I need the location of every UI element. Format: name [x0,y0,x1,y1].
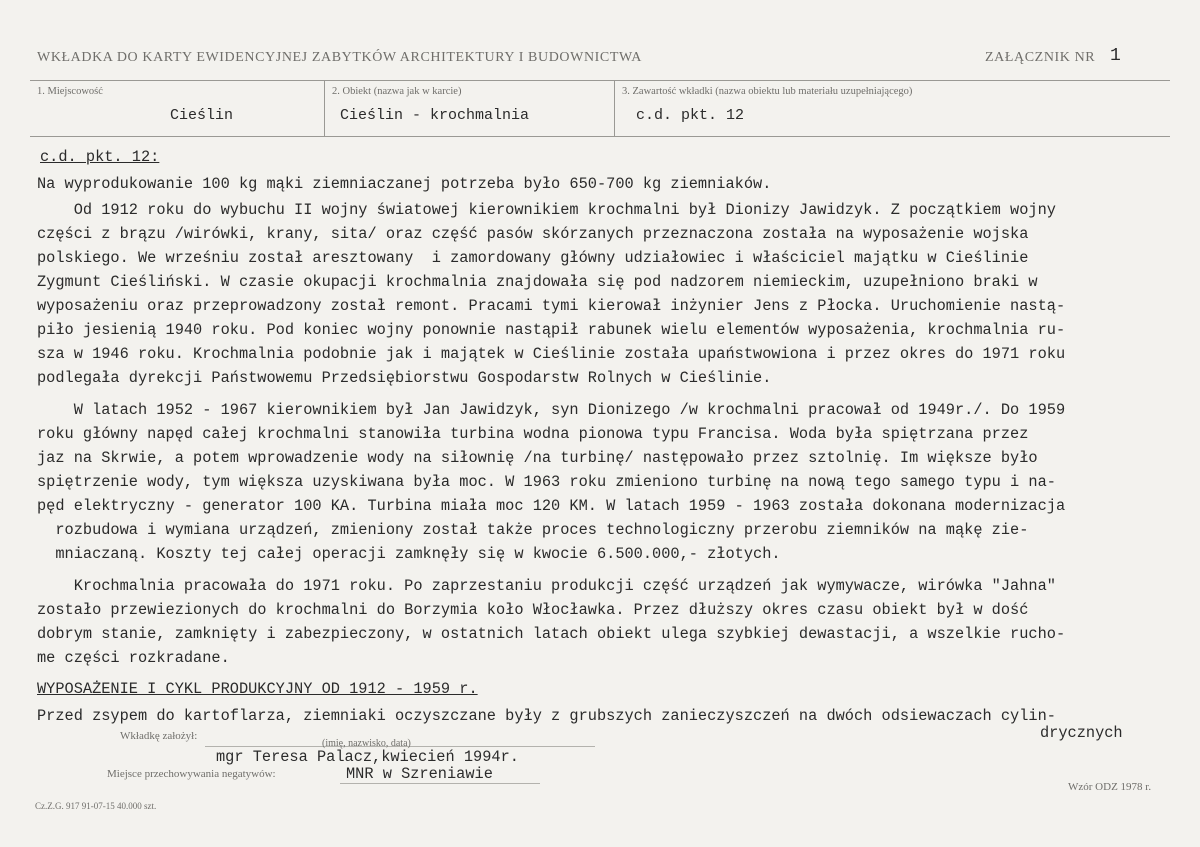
body-line: W latach 1952 - 1967 kierownikiem był Jan Jawidzyk, syn Dionizego /w krochmalni pracował od 1949r./. Do 1959 [37,401,1066,419]
body-line: pęd elektryczny - generator 100 KA. Turbina miała moc 120 KM. W latach 1959 - 1963 została dokonana modernizacja [37,497,1066,515]
body-line: dobrym stanie, zamknięty i zabezpieczony, w ostatnich latach obiekt ulega szybkiej dewastacji, a wszelkie rucho- [37,625,1066,643]
print-info: Cz.Z.G. 917 91-07-15 40.000 szt. [35,801,157,811]
body-line: Krochmalnia pracowała do 1971 roku. Po zaprzestaniu produkcji część urządzeń jak wymywacze, wirówka "Jahna" [37,577,1056,595]
attachment-label: ZAŁĄCZNIK NR [985,50,1096,65]
body-line: wyposażeniu oraz przeprowadzony został remont. Pracami tymi kierował inżynier Jens z Płocka. Uruchomienie nastą- [37,297,1066,315]
prepared-by-value: mgr Teresa Palacz,kwiecień 1994r. [216,748,519,766]
content-value: c.d. pkt. 12 [636,107,745,124]
body-line: Zygmunt Cieśliński. W czasie okupacji krochmalnia znajdowała się pod nadzorem niemieckim, uzupełniono braki w [37,273,1038,291]
body-line: spiętrzenie wody, tym większa uzyskiwana była moc. W 1963 roku zmieniono turbinę na nową tego samego typu i na- [37,473,1056,491]
body-line: piło jesienią 1940 roku. Pod koniec wojny ponownie nastąpił rabunek wielu elementów wyposażenia, krochmalnia ru- [37,321,1066,339]
body-line: Na wyprodukowanie 100 kg mąki ziemniaczanej potrzeba było 650-700 kg ziemniaków. [37,175,772,193]
locality-label: 1. Miejscowość [37,86,103,97]
body-line: zostało przewiezionych do krochmalni do Borzymia koło Włocławka. Przez dłuższy okres czasu obiekt był w dość [37,601,1029,619]
section-line: Przed zsypem do kartoflarza, ziemniaki oczyszczane były z grubszych zanieczyszczeń na dwóch odsiewaczach cylin- [37,707,1056,725]
object-value: Cieślin - krochmalnia [340,107,530,124]
body-line: roku główny napęd całej krochmalni stanowiła turbina wodna pionowa typu Francisa. Woda była spiętrzana przez [37,425,1029,443]
object-label: 2. Obiekt (nazwa jak w karcie) [332,86,462,97]
name-date-hint: (imię, nazwisko, data) [322,738,411,749]
locality-value: Cieślin [170,107,234,124]
negatives-label: Miejsce przechowywania negatywów: [107,768,276,780]
body-line: Od 1912 roku do wybuchu II wojny światowej kierownikiem krochmalni był Dionizy Jawidzyk. Z początkiem wojny [37,201,1056,219]
negatives-line [340,783,540,784]
form-model: Wzór ODZ 1978 r. [1068,781,1152,793]
body-line: mniaczaną. Koszty tej całej operacji zamknęły się w kwocie 6.500.000,- złotych. [37,545,781,563]
section-heading: WYPOSAŻENIE I CYKL PRODUKCYJNY OD 1912 - 1959 r. [37,680,478,698]
field-divider-1 [324,80,325,136]
body-line: rozbudowa i wymiana urządzeń, zmieniony został także proces technologiczny przerobu ziemników na mąkę zie- [37,521,1029,539]
header-rule-top [30,80,1170,81]
attachment-number: 1 [1110,46,1121,66]
section-line-continued: drycznych [1040,724,1123,742]
field-divider-2 [614,80,615,136]
body-line: sza w 1946 roku. Krochmalnia podobnie jak i majątek w Cieślinie została upaństwowiona i przez okres do 1971 roku [37,345,1066,363]
header-rule-bottom [30,136,1170,137]
body-line: części z brązu /wirówki, krany, sita/ oraz część pasów skórzanych przeznaczona została na wyposażenie wojska [37,225,1029,243]
content-label: 3. Zawartość wkładki (nazwa obiektu lub materiału uzupełniającego) [622,86,913,97]
negatives-value: MNR w Szreniawie [346,765,493,783]
prepared-by-label: Wkładkę założył: [120,730,198,742]
body-line: podlegała dyrekcji Państwowemu Przedsiębiorstwu Gospodarstw Rolnych w Cieślinie. [37,369,772,387]
body-line: me części rozkradane. [37,649,230,667]
card-title: WKŁADKA DO KARTY EWIDENCYJNEJ ZABYTKÓW ARCHITEKTURY I BUDOWNICTWA [37,50,642,65]
body-line: jaz na Skrwie, a potem wprowadzenie wody na siłownię /na turbinę/ następowało przez sztolnię. Im większe było [37,449,1038,467]
body-heading: c.d. pkt. 12: [40,148,160,166]
body-line: polskiego. We wrześniu został aresztowany i zamordowany główny udziałowiec i właściciel majątku w Cieślinie [37,249,1029,267]
